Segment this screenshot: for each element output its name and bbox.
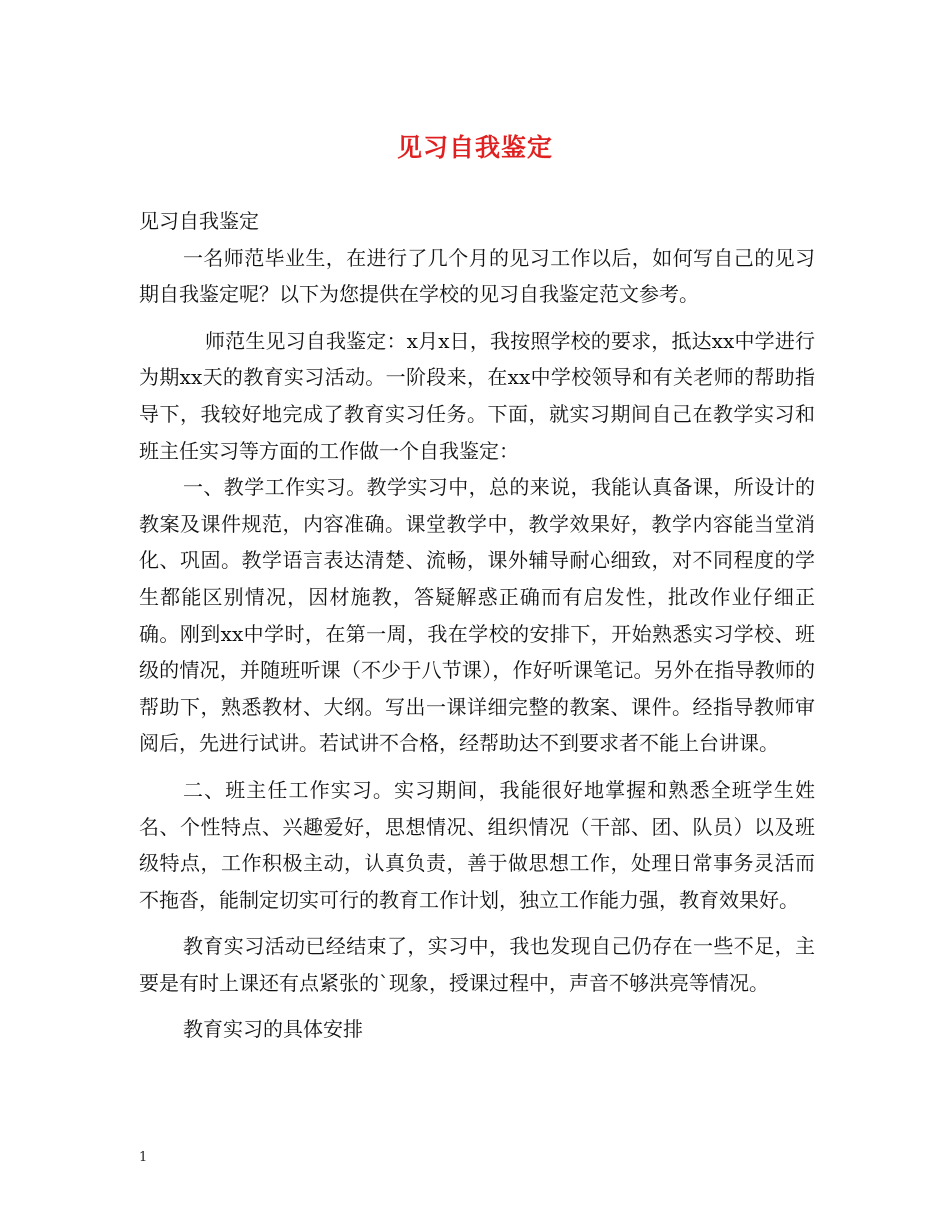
paragraph-heading: 见习自我鉴定: [139, 209, 259, 233]
paragraph-arrangement-heading: 教育实习的具体安排: [183, 1017, 363, 1042]
paragraph-intro: 一名师范毕业生，在进行了几个月的见习工作以后，如何写自己的见习期自我鉴定呢？以下为您提供在学校的见习自我鉴定范文参考。: [139, 245, 815, 307]
page-number: 1: [139, 1150, 148, 1165]
paragraph-teaching-practice: 一、教学工作实习。教学实习中，总的来说，我能认真备课，所设计的教案及课件规范，内容准确。课堂教学中，教学效果好，教学内容能当堂消化、巩固。教学语言表达清楚、流畅，课外辅导耐心细致，对不同程度的学生都能区别情况，因材施教，答疑解惑正确而有启发性，批改作业仔细正确。刚到xx中学时，在第一周，我在学校的安排下，开始熟悉实习学校、班级的情况，并随班听课（不少于八节课），作好听课笔记。另外在指导教师的帮助下，熟悉教材、大纲。写出一课详细完整的教案、课件。经指导教师审阅后，先进行试讲。若试讲不合格，经帮助达不到要求者不能上台讲课。: [139, 475, 815, 756]
paragraph-self-assessment: 师范生见习自我鉴定：x月x日，我按照学校的要求，抵达xx中学进行为期xx天的教育实习活动。一阶段来，在xx中学校领导和有关老师的帮助指导下，我较好地完成了教育实习任务。下面，就实习期间自己在教学实习和班主任实习等方面的工作做一个自我鉴定：: [139, 328, 815, 463]
paragraph-conclusion: 教育实习活动已经结束了，实习中，我也发现自己仍存在一些不足，主要是有时上课还有点紧张的`现象，授课过程中，声音不够洪亮等情况。: [139, 934, 815, 995]
document-body: [139, 203, 815, 1048]
document-title: 见习自我鉴定: [396, 133, 553, 162]
paragraph-head-teacher-practice: 二、班主任工作实习。实习期间，我能很好地掌握和熟悉全班学生姓名、个性特点、兴趣爱好，思想情况、组织情况（干部、团、队员）以及班级特点，工作积极主动，认真负责，善于做思想工作，处理日常事务灵活而不拖沓，能制定切实可行的教育工作计划，独立工作能力强，教育效果好。: [139, 777, 815, 912]
